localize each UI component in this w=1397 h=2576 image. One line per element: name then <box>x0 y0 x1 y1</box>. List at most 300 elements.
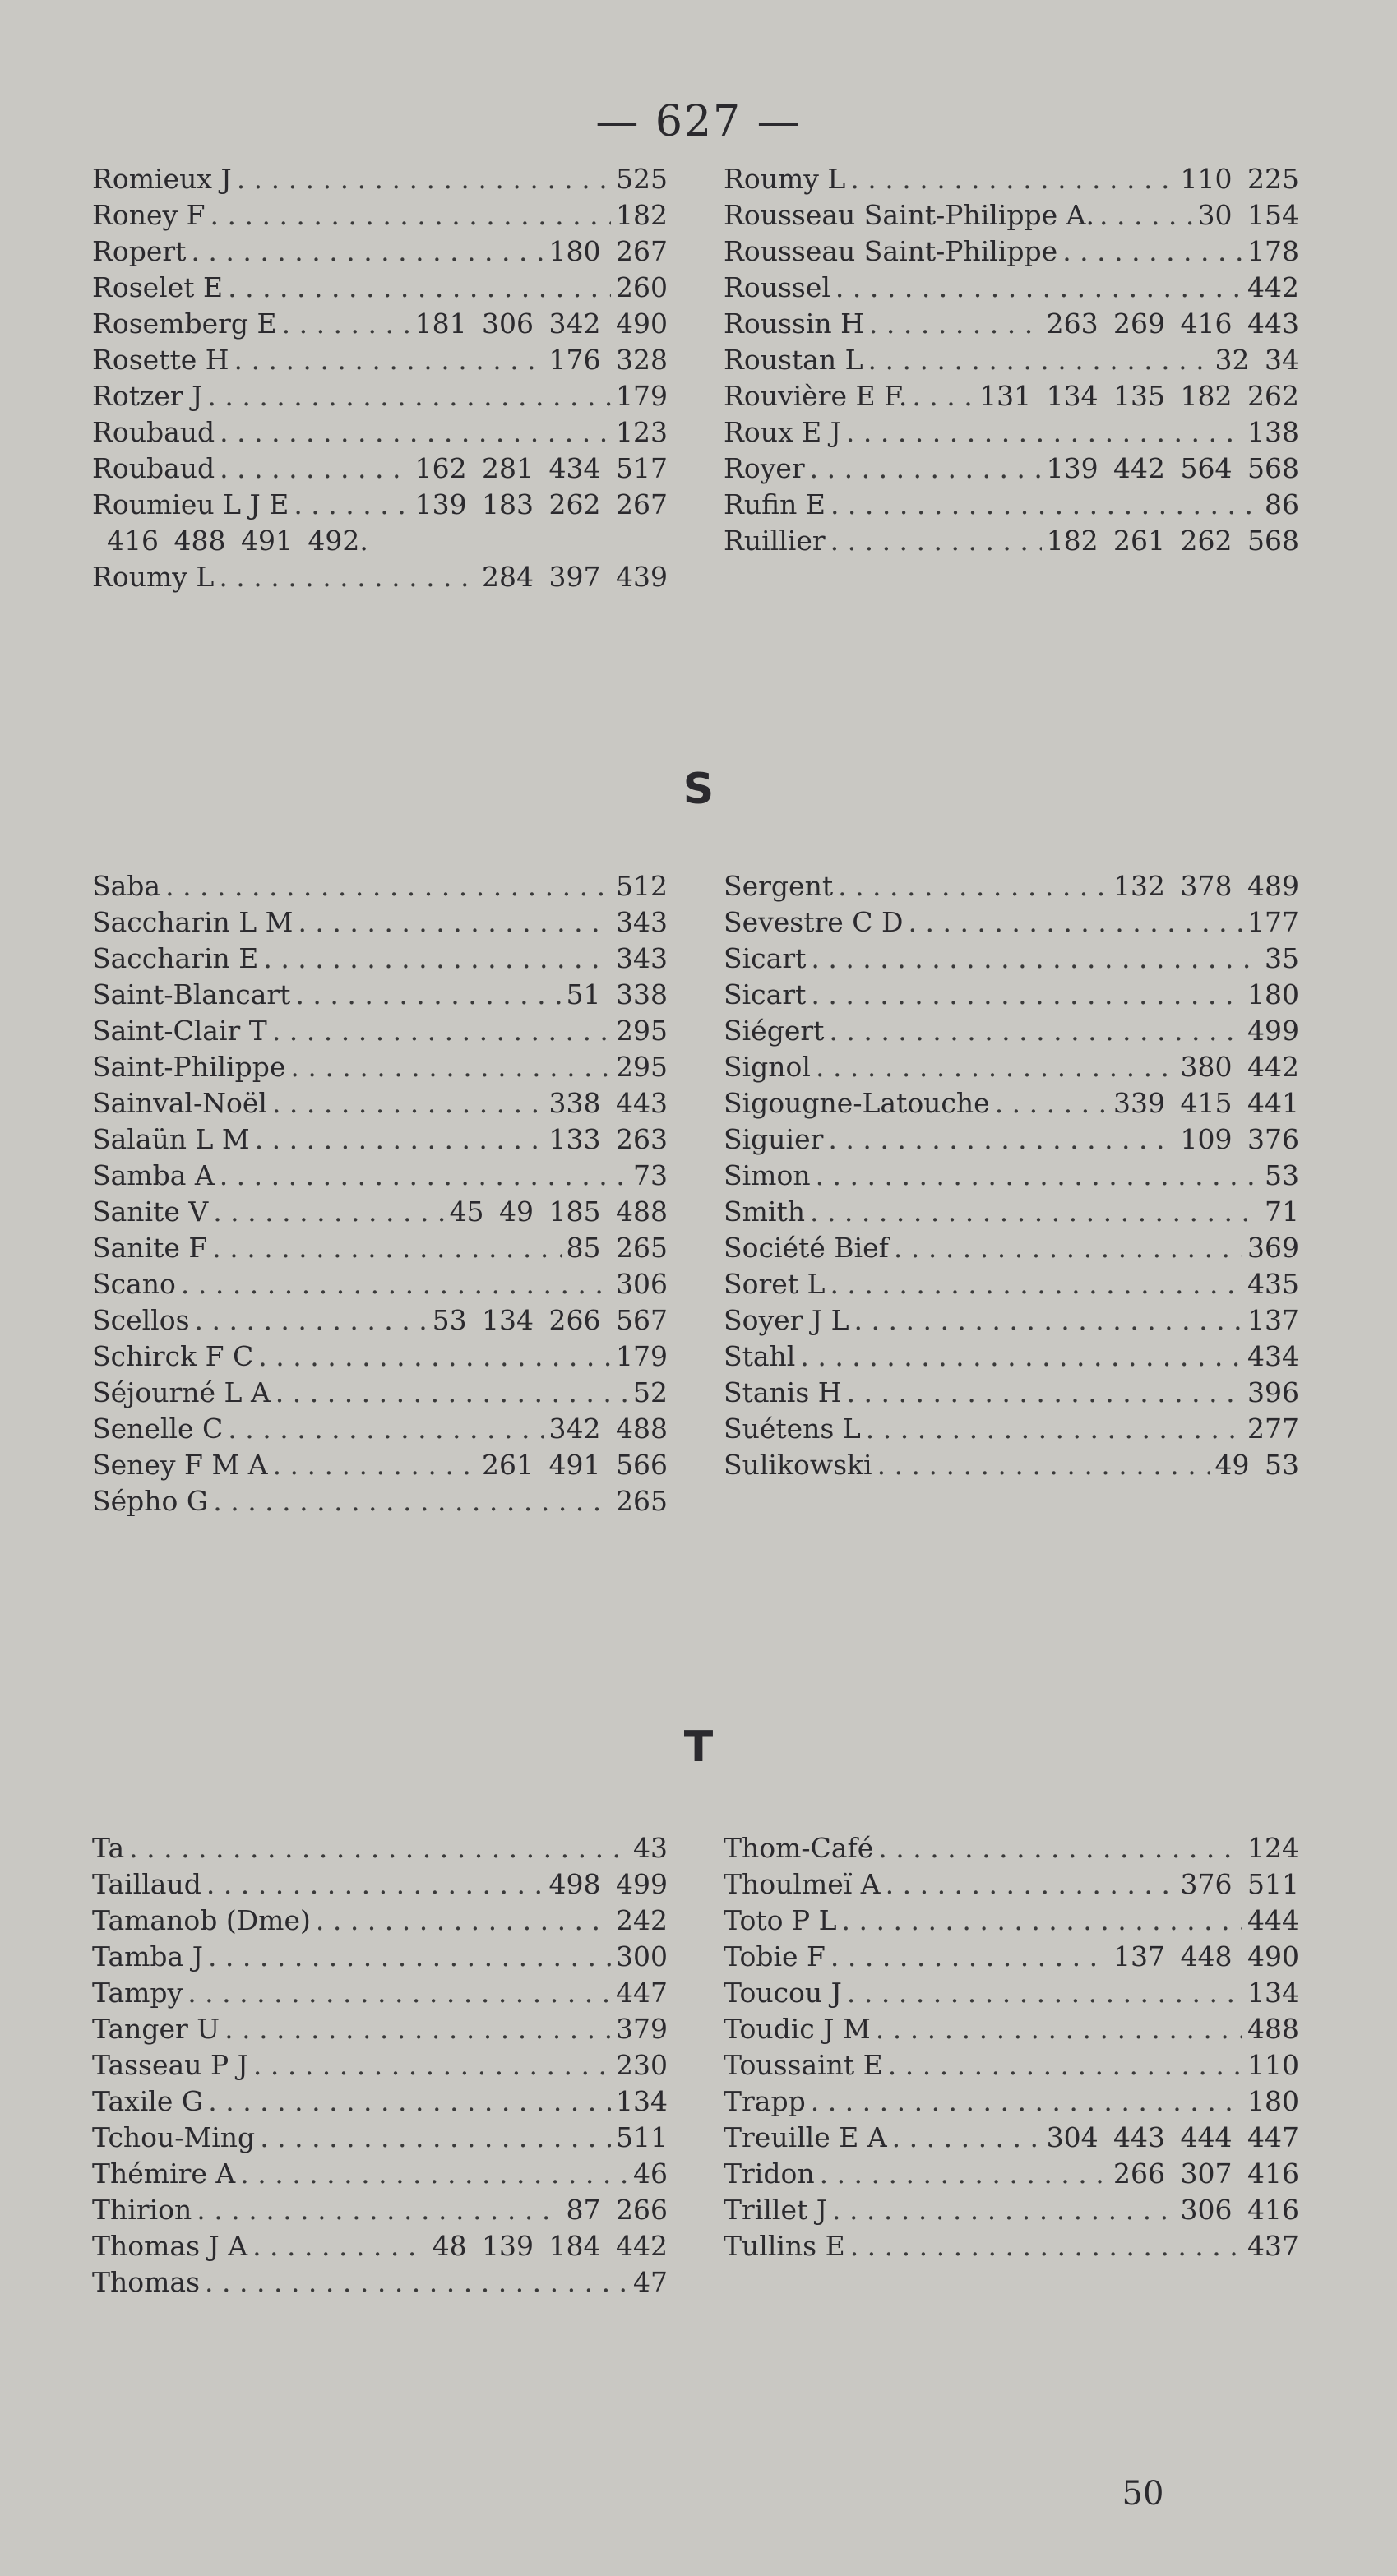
entry-name: Sergent <box>724 870 834 902</box>
index-entry <box>724 1085 1299 1122</box>
dot-leader <box>800 1339 1242 1375</box>
entry-pages: 447 <box>616 1977 668 2009</box>
entry-pages: 343 <box>616 906 668 938</box>
dot-leader <box>275 1375 628 1411</box>
index-entry <box>92 1375 668 1411</box>
index-entry <box>92 1158 668 1194</box>
dot-leader <box>995 1085 1108 1122</box>
index-entry <box>92 342 668 378</box>
index-entry <box>92 197 668 234</box>
entry-pages: 512 <box>616 870 668 902</box>
dot-leader <box>295 977 561 1013</box>
entry-name: Ropert <box>92 235 187 267</box>
entry-name: Rufin E <box>724 488 826 520</box>
dot-leader <box>316 1903 611 1939</box>
entry-pages: 137 <box>1247 1304 1299 1336</box>
dot-leader <box>272 1013 611 1049</box>
entry-pages: 53 134 266 567 <box>432 1304 668 1336</box>
entry-pages: 182 <box>616 199 668 231</box>
entry-pages: 177 <box>1247 906 1299 938</box>
index-entry <box>92 1230 668 1266</box>
index-entry <box>724 2228 1299 2264</box>
entry-pages: 338 443 <box>548 1087 668 1119</box>
entry-name: Roumieu L J E <box>92 488 289 520</box>
entry-pages: 162 281 434 517 <box>414 452 668 484</box>
index-entry <box>92 559 668 595</box>
entry-pages: 73 <box>633 1159 668 1191</box>
entry-name: Saint-Philippe <box>92 1051 286 1083</box>
index-entry <box>724 1975 1299 2011</box>
entry-pages: 47 <box>633 2266 668 2298</box>
index-entry <box>92 868 668 904</box>
index-entry <box>724 904 1299 941</box>
index-entry <box>724 270 1299 306</box>
index-entry <box>92 1266 668 1302</box>
entry-pages: 178 <box>1247 235 1299 267</box>
dot-leader <box>195 1302 428 1339</box>
dot-leader <box>220 414 611 451</box>
index-entry <box>92 2047 668 2083</box>
entry-pages: 139 183 262 267 <box>414 488 668 520</box>
index-entry <box>724 1339 1299 1375</box>
entry-name: Soyer J L <box>724 1304 849 1336</box>
entry-pages: 295 <box>616 1051 668 1083</box>
entry-name: Sevestre C D <box>724 906 904 938</box>
entry-pages: 180 267 <box>548 235 668 267</box>
index-entry <box>724 977 1299 1013</box>
entry-pages: 265 <box>616 1485 668 1517</box>
entry-name: Société Bief <box>724 1232 889 1264</box>
index-entry <box>724 1049 1299 1085</box>
index-entry <box>92 2156 668 2192</box>
index-entry <box>92 1830 668 1866</box>
index-entry <box>724 523 1299 559</box>
dot-leader <box>191 234 544 270</box>
entry-pages: 396 <box>1247 1376 1299 1408</box>
entry-name: Tanger U <box>92 2013 220 2045</box>
index-entry <box>92 1194 668 1230</box>
index-entry <box>92 1903 668 1939</box>
index-entry <box>724 234 1299 270</box>
dot-leader <box>894 1230 1242 1266</box>
entry-name: Toudic J M <box>724 2013 871 2045</box>
index-entry <box>724 1230 1299 1266</box>
entry-pages: 499 <box>1247 1015 1299 1047</box>
entry-pages: 51 338 <box>566 978 668 1011</box>
index-entry <box>724 1158 1299 1194</box>
entry-pages: 46 <box>633 2157 668 2190</box>
index-entry <box>724 2192 1299 2228</box>
dot-leader <box>208 1939 611 1975</box>
entry-name: Smith <box>724 1196 805 1228</box>
dot-leader <box>810 451 1042 487</box>
entry-name: Rousseau Saint-Philippe A. <box>724 199 1094 231</box>
entry-pages: 343 <box>616 942 668 974</box>
dot-leader <box>811 2083 1242 2120</box>
entry-name: Toucou J <box>724 1977 842 2009</box>
index-column-left <box>92 868 668 1519</box>
entry-pages: 437 <box>1247 2230 1299 2262</box>
entry-pages: 498 499 <box>548 1868 668 1900</box>
dot-leader <box>294 487 409 523</box>
entry-pages: 134 <box>616 2085 668 2117</box>
index-entry <box>92 1302 668 1339</box>
section-heading-t: T <box>683 1723 714 1772</box>
entry-pages: 87 266 <box>566 2194 668 2226</box>
index-entry <box>92 904 668 941</box>
entry-name: Saccharin L M <box>92 906 294 938</box>
index-entry <box>92 1085 668 1122</box>
dot-leader <box>1099 197 1193 234</box>
dot-leader <box>197 2192 561 2228</box>
entry-name: Scellos <box>92 1304 190 1336</box>
entry-pages: 182 261 262 568 <box>1046 525 1299 557</box>
index-entry <box>92 2083 668 2120</box>
index-entry <box>92 2228 668 2264</box>
dot-leader <box>213 1194 444 1230</box>
entry-name: Tobie F <box>724 1940 826 1972</box>
index-entry <box>92 1122 668 1158</box>
dot-leader <box>213 1483 611 1519</box>
entry-name: Thomas J A <box>92 2230 248 2262</box>
index-entry <box>92 1049 668 1085</box>
dot-leader <box>866 1411 1242 1447</box>
index-entry <box>724 941 1299 977</box>
index-entry <box>724 2047 1299 2083</box>
dot-leader <box>206 1866 544 1903</box>
dot-leader <box>830 523 1042 559</box>
entry-pages: 442 <box>1247 271 1299 303</box>
dot-leader <box>165 868 611 904</box>
dot-leader <box>272 1085 544 1122</box>
entry-name: Thémire A <box>92 2157 236 2190</box>
index-entry <box>724 451 1299 487</box>
index-entry <box>724 306 1299 342</box>
entry-pages: 339 415 441 <box>1113 1087 1299 1119</box>
dot-leader <box>219 559 477 595</box>
entry-name: Rousseau Saint-Philippe <box>724 235 1058 267</box>
entry-pages: 180 <box>1247 2085 1299 2117</box>
dot-leader <box>868 342 1210 378</box>
dot-leader <box>850 2228 1242 2264</box>
index-entry <box>92 1939 668 1975</box>
entry-name: Ruillier <box>724 525 826 557</box>
entry-name: Sulikowski <box>724 1449 872 1481</box>
entry-name: Tamba J <box>92 1940 203 1972</box>
entry-pages: 488 <box>1247 2013 1299 2045</box>
entry-pages: 32 34 <box>1214 344 1299 376</box>
dot-leader <box>181 1266 611 1302</box>
dot-leader <box>877 1447 1210 1483</box>
dot-leader <box>869 306 1042 342</box>
dot-leader <box>228 1411 544 1447</box>
index-entry <box>92 2192 668 2228</box>
dot-leader <box>810 1194 1260 1230</box>
entry-pages: 444 <box>1247 1904 1299 1936</box>
entry-name: Ta <box>92 1832 125 1864</box>
index-entry <box>724 1830 1299 1866</box>
entry-name: Roney F <box>92 199 206 231</box>
entry-pages: 260 <box>616 271 668 303</box>
entry-pages: 86 <box>1265 488 1299 520</box>
dot-leader <box>829 1013 1242 1049</box>
entry-pages: 110 225 <box>1180 163 1299 195</box>
entry-name: Scano <box>92 1268 176 1300</box>
entry-name: Rotzer J <box>92 380 203 412</box>
entry-pages: 30 154 <box>1197 199 1299 231</box>
index-entry <box>92 977 668 1013</box>
entry-name: Trapp <box>724 2085 806 2117</box>
index-entry <box>92 1866 668 1903</box>
entry-pages: 85 265 <box>566 1232 668 1264</box>
entry-name: Romieux J <box>92 163 232 195</box>
entry-name: Sainval-Noël <box>92 1087 267 1119</box>
entry-name: Salaün L M <box>92 1123 250 1155</box>
entry-pages: 138 <box>1247 416 1299 448</box>
entry-name: Roux E J <box>724 416 841 448</box>
index-entry <box>724 1375 1299 1411</box>
dot-leader <box>282 306 410 342</box>
entry-name: Stahl <box>724 1340 796 1372</box>
index-entry <box>92 270 668 306</box>
entry-name: Thom-Café <box>724 1832 874 1864</box>
entry-pages: 45 49 185 488 <box>449 1196 668 1228</box>
dot-leader <box>290 1049 611 1085</box>
page-number: — 627 — <box>595 97 802 146</box>
entry-pages: 132 378 489 <box>1113 870 1299 902</box>
dot-leader <box>838 868 1108 904</box>
dot-leader <box>830 487 1260 523</box>
entry-name: Sigougne-Latouche <box>724 1087 990 1119</box>
dot-leader <box>208 2083 611 2120</box>
entry-pages: 242 <box>616 1904 668 1936</box>
entry-pages: 180 <box>1247 978 1299 1011</box>
entry-pages: 139 442 564 568 <box>1046 452 1299 484</box>
entry-name: Soret L <box>724 1268 826 1300</box>
index-entry <box>92 451 668 487</box>
dot-leader <box>253 2047 611 2083</box>
index-entry <box>92 1447 668 1483</box>
index-column-left <box>92 161 668 595</box>
entry-name: Samba A <box>92 1159 215 1191</box>
dot-leader <box>207 378 611 414</box>
index-entry <box>724 1302 1299 1339</box>
dot-leader <box>220 1158 628 1194</box>
section-heading-s: S <box>682 765 715 814</box>
entry-pages: 306 416 <box>1180 2194 1299 2226</box>
index-entry <box>724 1866 1299 1903</box>
entry-pages: 137 448 490 <box>1113 1940 1299 1972</box>
index-entry <box>92 2120 668 2156</box>
entry-pages: 35 <box>1265 942 1299 974</box>
index-entry <box>724 378 1299 414</box>
entry-name: Rouvière E F. <box>724 380 908 412</box>
dot-leader <box>828 1122 1175 1158</box>
entry-name: Signol <box>724 1051 811 1083</box>
dot-leader <box>205 2264 628 2301</box>
dot-leader <box>820 2156 1108 2192</box>
entry-name: Siégert <box>724 1015 825 1047</box>
dot-leader <box>876 2011 1242 2047</box>
entry-name: Toussaint E <box>724 2049 883 2081</box>
entry-name: Thirion <box>92 2194 192 2226</box>
entry-pages: 179 <box>616 380 668 412</box>
index-entry <box>724 1194 1299 1230</box>
entry-name: Taxile G <box>92 2085 204 2117</box>
index-entry <box>92 2264 668 2301</box>
entry-name: Simon <box>724 1159 811 1191</box>
dot-leader <box>832 2192 1176 2228</box>
dot-leader <box>273 1447 477 1483</box>
index-entry <box>92 306 668 342</box>
entry-name: Thomas <box>92 2266 201 2298</box>
entry-name: Schirck F C <box>92 1340 254 1372</box>
entry-name: Rosemberg E <box>92 308 277 340</box>
index-column-right <box>724 161 1299 559</box>
entry-pages: 179 <box>616 1340 668 1372</box>
dot-leader <box>1062 234 1242 270</box>
entry-pages: 300 <box>616 1940 668 1972</box>
entry-pages: 43 <box>633 1832 668 1864</box>
entry-name: Saccharin E <box>92 942 259 974</box>
index-entry <box>724 161 1299 197</box>
index-entry <box>92 1013 668 1049</box>
dot-leader <box>258 1339 611 1375</box>
entry-pages: 277 <box>1247 1413 1299 1445</box>
index-entry <box>92 414 668 451</box>
index-entry <box>724 1447 1299 1483</box>
entry-name: Toto P L <box>724 1904 837 1936</box>
entry-name: Taillaud <box>92 1868 201 1900</box>
entry-name: Sépho G <box>92 1485 209 1517</box>
entry-name: Séjourné L A <box>92 1376 271 1408</box>
index-entry <box>92 487 668 523</box>
entry-pages: 379 <box>616 2013 668 2045</box>
entry-name: Roustan L <box>724 344 863 376</box>
entry-name: Tullins E <box>724 2230 845 2262</box>
dot-leader <box>850 161 1175 197</box>
entry-pages: 435 <box>1247 1268 1299 1300</box>
dot-leader <box>298 904 611 941</box>
dot-leader <box>835 270 1242 306</box>
entry-pages: 71 <box>1265 1196 1299 1228</box>
folio-number: 50 <box>1122 2475 1164 2513</box>
dot-leader <box>210 197 611 234</box>
index-entry <box>724 487 1299 523</box>
entry-pages: 342 488 <box>548 1413 668 1445</box>
entry-pages: 434 <box>1247 1340 1299 1372</box>
dot-leader <box>830 1939 1108 1975</box>
entry-name: Saba <box>92 870 161 902</box>
index-entry <box>92 161 668 197</box>
entry-name: Stanis H <box>724 1376 842 1408</box>
entry-pages: 181 306 342 490 <box>414 308 668 340</box>
index-entry <box>724 342 1299 378</box>
index-column-left <box>92 1830 668 2301</box>
dot-leader <box>886 1866 1176 1903</box>
entry-name: Treuille E A <box>724 2121 887 2153</box>
entry-pages: 511 <box>616 2121 668 2153</box>
index-entry <box>92 378 668 414</box>
entry-name: Roussel <box>724 271 830 303</box>
index-entry <box>92 1483 668 1519</box>
dot-leader <box>816 1049 1176 1085</box>
entry-pages: 284 397 439 <box>482 561 668 593</box>
dot-leader <box>237 161 611 197</box>
entry-name: Roumy L <box>724 163 846 195</box>
entry-name: Tamanob (Dme) <box>92 1904 311 1936</box>
dot-leader <box>234 342 544 378</box>
entry-name: Tridon <box>724 2157 815 2190</box>
entry-pages: 295 <box>616 1015 668 1047</box>
entry-pages: 109 376 <box>1180 1123 1299 1155</box>
dot-leader <box>811 941 1260 977</box>
entry-pages: 124 <box>1247 1832 1299 1864</box>
entry-name: Roussin H <box>724 308 864 340</box>
entry-name: Thoulmeï A <box>724 1868 881 1900</box>
entry-name: Rosette H <box>92 344 229 376</box>
dot-leader <box>816 1158 1260 1194</box>
entry-pages-continued: 416 488 491 492. <box>107 525 368 557</box>
dot-leader <box>263 941 611 977</box>
dot-leader <box>830 1266 1242 1302</box>
dot-leader <box>224 2011 611 2047</box>
index-entry <box>724 1266 1299 1302</box>
index-entry <box>724 868 1299 904</box>
index-entry <box>724 2156 1299 2192</box>
entry-name: Siguier <box>724 1123 824 1155</box>
entry-name: Royer <box>724 452 805 484</box>
dot-leader <box>260 2120 611 2156</box>
entry-name: Roselet E <box>92 271 224 303</box>
entry-name: Trillet J <box>724 2194 827 2226</box>
entry-name: Tchou-Ming <box>92 2121 256 2153</box>
entry-pages: 261 491 566 <box>482 1449 668 1481</box>
entry-pages: 131 134 135 182 262 <box>979 380 1299 412</box>
index-column-right <box>724 868 1299 1483</box>
index-entry <box>724 1411 1299 1447</box>
entry-pages: 53 <box>1265 1159 1299 1191</box>
entry-pages: 263 269 416 443 <box>1046 308 1299 340</box>
entry-name: Saint-Blancart <box>92 978 291 1011</box>
index-entry <box>92 1339 668 1375</box>
index-entry <box>724 1903 1299 1939</box>
dot-leader <box>888 2047 1242 2083</box>
entry-pages: 376 511 <box>1180 1868 1299 1900</box>
index-entry <box>724 197 1299 234</box>
entry-name: Roubaud <box>92 452 215 484</box>
entry-name: Tasseau P J <box>92 2049 248 2081</box>
dot-leader <box>847 1375 1242 1411</box>
entry-pages: 380 442 <box>1180 1051 1299 1083</box>
dot-leader <box>847 1975 1242 2011</box>
entry-pages: 49 53 <box>1214 1449 1299 1481</box>
index-entry <box>724 1122 1299 1158</box>
entry-name: Tampy <box>92 1977 183 2009</box>
entry-pages: 266 307 416 <box>1113 2157 1299 2190</box>
index-entry <box>724 2083 1299 2120</box>
dot-leader <box>854 1302 1242 1339</box>
entry-pages: 304 443 444 447 <box>1046 2121 1299 2153</box>
index-entry <box>92 941 668 977</box>
dot-leader <box>187 1975 611 2011</box>
index-entry <box>724 2120 1299 2156</box>
entry-name: Sicart <box>724 942 807 974</box>
entry-pages: 230 <box>616 2049 668 2081</box>
dot-leader <box>912 378 974 414</box>
dot-leader <box>255 1122 544 1158</box>
entry-pages: 369 <box>1247 1232 1299 1264</box>
